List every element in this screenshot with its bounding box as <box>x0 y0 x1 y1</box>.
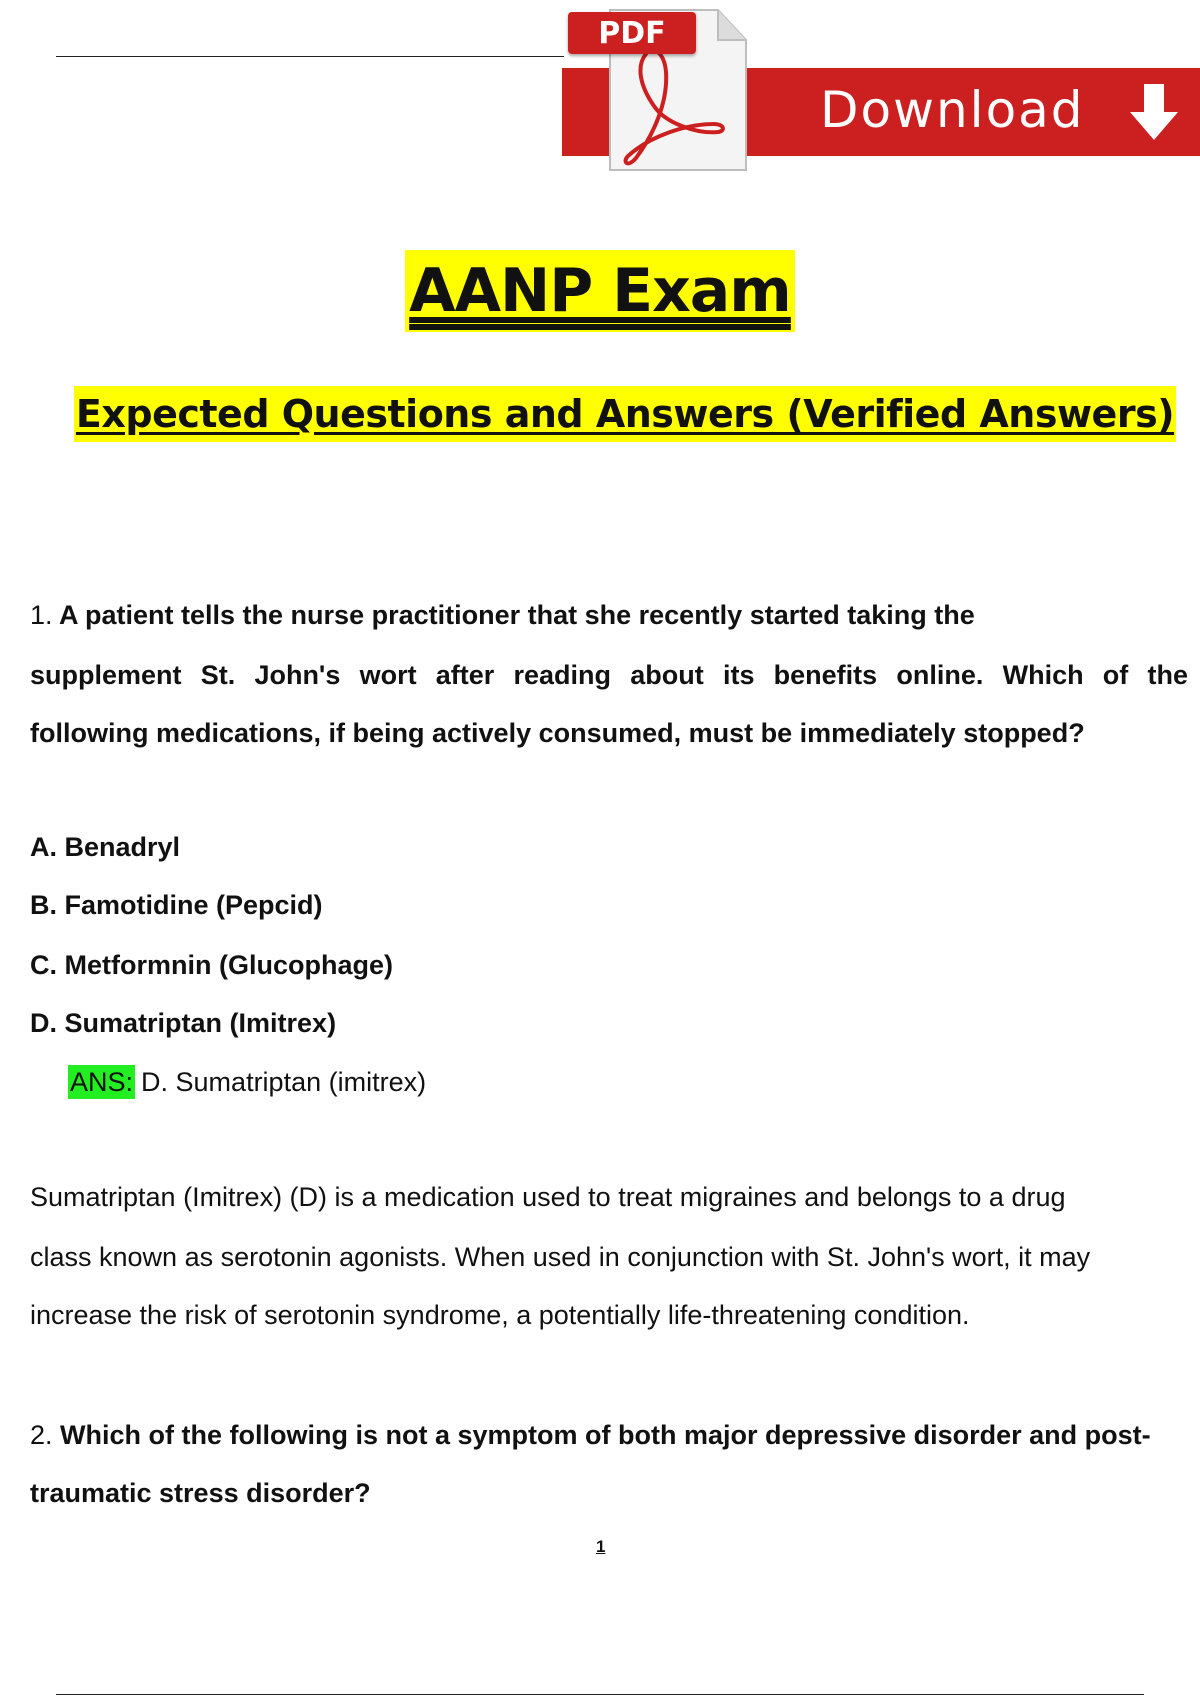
question-text: Which of the following is not a symptom of both major depressive disorder and post- <box>60 1420 1151 1450</box>
explanation-line-3: increase the risk of serotonin syndrome, a potentially life-threatening condition. <box>30 1300 970 1330</box>
option-b <box>30 886 323 924</box>
option-c <box>30 946 393 984</box>
option-letter: C. <box>30 950 57 980</box>
answer-tag: ANS: <box>70 1067 134 1097</box>
question-number: 1. <box>30 600 53 630</box>
option-letter: A. <box>30 832 57 862</box>
question-1-line-1 <box>30 596 1190 634</box>
option-text: Famotidine (Pepcid) <box>64 890 323 920</box>
question-1-line-3: following medications, if being actively consumed, must be immediately stopped? <box>30 718 1085 748</box>
question-2-line-1 <box>30 1416 1190 1454</box>
question-text: A patient tells the nurse practitioner that she recently started taking the <box>59 600 975 630</box>
page-number: 1 <box>596 1537 606 1556</box>
option-d <box>30 1004 336 1042</box>
page-subtitle: Expected Questions and Answers (Verified Answers) <box>74 386 1176 442</box>
bottom-rule <box>56 1694 1144 1695</box>
option-text: Sumatriptan (Imitrex) <box>64 1008 337 1038</box>
answer-text: D. Sumatriptan (imitrex) <box>141 1067 427 1097</box>
option-text: Benadryl <box>64 832 181 862</box>
explanation-line-1: Sumatriptan (Imitrex) (D) is a medication used to treat migraines and belongs to a drug <box>30 1182 1066 1212</box>
question-1-line-2: supplement St. John's wort after reading about its benefits online. Which of the <box>30 660 1188 690</box>
arrow-down-icon[interactable] <box>1128 82 1180 142</box>
question-number: 2. <box>30 1420 53 1450</box>
answer-line <box>68 1062 426 1102</box>
question-2-line-2: traumatic stress disorder? <box>30 1478 371 1508</box>
subtitle-row <box>0 386 1200 442</box>
page-title: AANP Exam <box>405 250 795 332</box>
option-a <box>30 828 180 866</box>
explanation-line-2: class known as serotonin agonists. When used in conjunction with St. John's wort, it may <box>30 1242 1091 1272</box>
download-label[interactable]: Download <box>820 81 1085 139</box>
option-letter: B. <box>30 890 57 920</box>
title-row <box>0 250 1200 332</box>
top-rule <box>56 56 564 57</box>
option-letter: D. <box>30 1008 57 1038</box>
pdf-label: PDF <box>598 16 666 51</box>
option-text: Metformnin (Glucophage) <box>64 950 393 980</box>
